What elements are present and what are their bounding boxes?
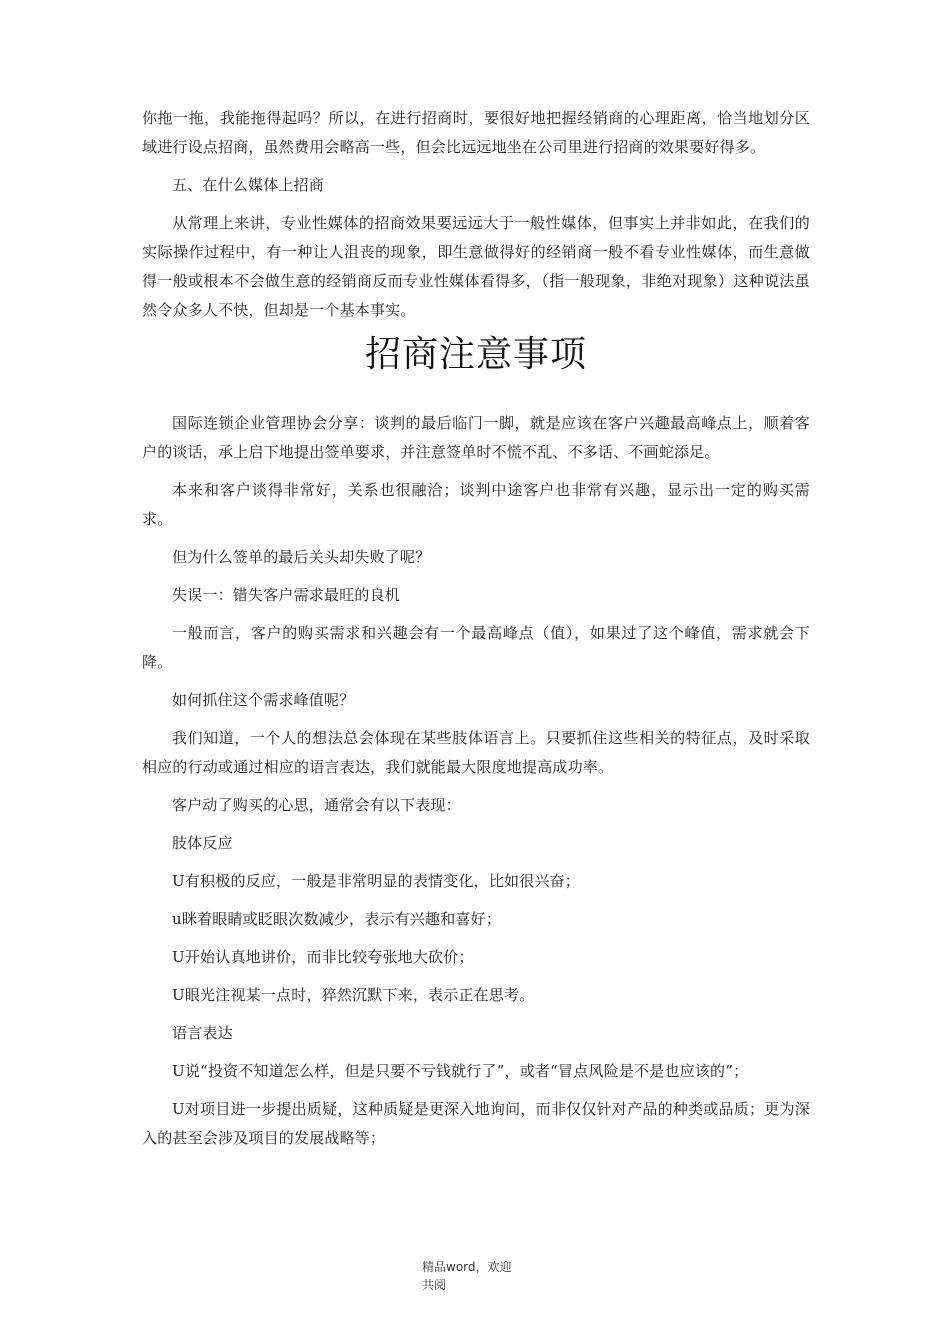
paragraph: 如何抓住这个需求峰值呢？ [172, 691, 355, 709]
paragraph: 一般而言，客户的购买需求和兴趣会有一个最高峰点（值），如果过了这个峰值，需求就会下降。 [142, 624, 810, 671]
section-heading: 五、在什么媒体上招商 [172, 176, 325, 194]
paragraph: 你拖一拖，我能拖得起吗？所以，在进行招商时，要很好地把握经销商的心理距离，恰当地划分区域进行设点招商，虽然费用会略高一些，但会比远远地坐在公司里进行招商的效果要好得多。 [142, 109, 810, 156]
list-item: U说“投资不知道怎么样，但是只要不亏钱就行了”，或者“冒点风险是不是也应该的”； [172, 1062, 749, 1080]
paragraph: 我们知道，一个人的想法总会体现在某些肢体语言上。只要抓住这些相关的特征点，及时采取相应的行动或通过相应的语言表达，我们就能最大限度地提高成功率。 [142, 729, 810, 776]
paragraph: 客户动了购买的心思，通常会有以下表现： [172, 796, 461, 814]
list-item: u眯着眼睛或眨眼次数减少，表示有兴趣和喜好； [172, 910, 502, 928]
footer-line: 精品word，欢迎 [422, 1260, 512, 1274]
subheading: 语言表达 [172, 1024, 233, 1042]
subheading: 失误一：错失客户需求最旺的良机 [172, 586, 401, 604]
list-item: U有积极的反应，一般是非常明显的表情变化，比如很兴奋； [172, 872, 581, 890]
document-content [142, 104, 810, 1153]
paragraph: 国际连锁企业管理协会分享：谈判的最后临门一脚，就是应该在客户兴趣最高峰点上，顺着客户的谈话，承上启下地提出签单要求，并注意签单时不慌不乱、不多话、不画蛇添足。 [142, 414, 810, 461]
paragraph: 从常理上来讲，专业性媒体的招商效果要远远大于一般性媒体，但事实上并非如此，在我们的实际操作过程中，有一种让人沮丧的现象，即生意做得好的经销商一般不看专业性媒体，而生意做得一般或根本不会做生意的经销商反而专业性媒体看得多，（指一般现象，非绝对现象）这种说法虽然令众多人不快，但却是一个基本事实。 [142, 214, 810, 319]
footer-line: 共阅 [422, 1278, 447, 1292]
list-item: U眼光注视某一点时，猝然沉默下来，表示正在思考。 [172, 986, 535, 1004]
list-item: U对项目进一步提出质疑，这种质疑是更深入地询问，而非仅仅针对产品的种类或品质；更为深入的甚至会涉及项目的发展战略等； [142, 1100, 810, 1147]
paragraph: 但为什么签单的最后关头却失败了呢？ [172, 548, 431, 566]
subheading: 肢体反应 [172, 834, 233, 852]
list-item: U开始认真地讲价，而非比较夸张地大砍价； [172, 948, 474, 966]
page-footer [422, 1258, 512, 1294]
document-title: 招商注意事项 [364, 334, 587, 375]
paragraph: 本来和客户谈得非常好，关系也很融洽；谈判中途客户也非常有兴趣，显示出一定的购买需求。 [142, 481, 810, 528]
